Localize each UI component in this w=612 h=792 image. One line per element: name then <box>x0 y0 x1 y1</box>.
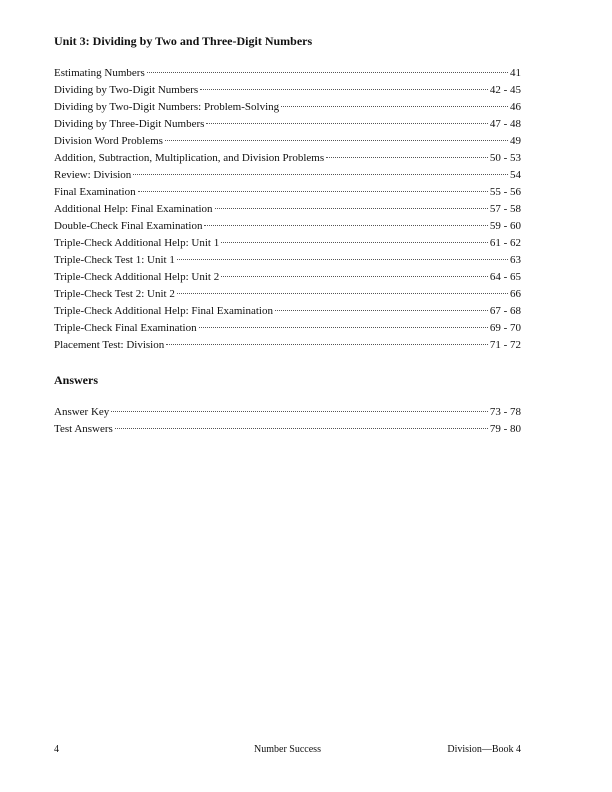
toc-entry <box>54 421 521 438</box>
toc-entry-pages: 57 - 58 <box>489 203 521 215</box>
toc-entry <box>54 218 521 235</box>
toc-entry-pages: 71 - 72 <box>489 339 521 351</box>
toc-entry-title: Triple-Check Test 2: Unit 2 <box>54 288 175 300</box>
dot-leader <box>133 174 508 175</box>
toc-entry-title: Additional Help: Final Examination <box>54 203 213 215</box>
toc-entry-title: Double-Check Final Examination <box>54 220 203 232</box>
dot-leader <box>281 106 508 107</box>
dot-leader <box>204 225 487 226</box>
toc-entry-pages: 49 <box>510 135 521 147</box>
footer-page-number: 4 <box>54 744 59 755</box>
dot-leader <box>147 72 508 73</box>
toc-entry-pages: 46 <box>510 101 521 113</box>
toc-entry <box>54 167 521 184</box>
toc-entry-pages: 42 - 45 <box>489 84 521 96</box>
toc-entry <box>54 99 521 116</box>
unit-toc-list <box>54 65 521 354</box>
answers-toc-list <box>54 404 521 438</box>
toc-entry <box>54 150 521 167</box>
dot-leader <box>215 208 488 209</box>
toc-entry-title: Dividing by Two-Digit Numbers: Problem-Solving <box>54 101 280 113</box>
toc-entry-pages: 66 <box>510 288 521 300</box>
dot-leader <box>275 310 488 311</box>
answers-heading: Answers <box>54 373 98 387</box>
toc-entry <box>54 252 521 269</box>
toc-entry-pages: 59 - 60 <box>489 220 521 232</box>
dot-leader <box>221 276 488 277</box>
toc-entry-pages: 67 - 68 <box>489 305 521 317</box>
toc-entry-title: Triple-Check Additional Help: Unit 1 <box>54 237 220 249</box>
toc-entry-pages: 73 - 78 <box>489 406 521 418</box>
toc-entry-pages: 47 - 48 <box>489 118 521 130</box>
toc-entry-title: Test Answers <box>54 423 113 435</box>
toc-entry <box>54 133 521 150</box>
toc-entry-title: Answer Key <box>54 406 110 418</box>
toc-entry <box>54 116 521 133</box>
dot-leader <box>138 191 488 192</box>
toc-entry <box>54 269 521 286</box>
footer-series-title: Number Success <box>254 744 321 755</box>
toc-entry-title: Triple-Check Additional Help: Final Examination <box>54 305 273 317</box>
toc-entry <box>54 303 521 320</box>
toc-entry-pages: 41 <box>510 67 521 79</box>
toc-entry-pages: 79 - 80 <box>489 423 521 435</box>
toc-entry <box>54 404 521 421</box>
unit-heading: Unit 3: Dividing by Two and Three-Digit Numbers <box>54 34 313 48</box>
toc-entry <box>54 82 521 99</box>
toc-entry <box>54 337 521 354</box>
dot-leader <box>177 259 508 260</box>
toc-entry <box>54 235 521 252</box>
toc-entry-pages: 64 - 65 <box>489 271 521 283</box>
toc-entry-pages: 63 <box>510 254 521 266</box>
toc-entry-title: Triple-Check Additional Help: Unit 2 <box>54 271 220 283</box>
toc-entry-title: Triple-Check Test 1: Unit 1 <box>54 254 175 266</box>
toc-entry-pages: 69 - 70 <box>489 322 521 334</box>
dot-leader <box>200 89 488 90</box>
toc-entry-title: Division Word Problems <box>54 135 163 147</box>
dot-leader <box>221 242 488 243</box>
toc-entry-pages: 54 <box>510 169 521 181</box>
toc-entry-pages: 55 - 56 <box>489 186 521 198</box>
toc-entry <box>54 320 521 337</box>
toc-entry-pages: 61 - 62 <box>489 237 521 249</box>
toc-entry-title: Triple-Check Final Examination <box>54 322 197 334</box>
toc-entry-title: Dividing by Two-Digit Numbers <box>54 84 199 96</box>
toc-entry <box>54 286 521 303</box>
dot-leader <box>177 293 508 294</box>
toc-entry-title: Placement Test: Division <box>54 339 165 351</box>
toc-entry <box>54 201 521 218</box>
dot-leader <box>206 123 487 124</box>
toc-entry <box>54 65 521 82</box>
toc-entry-title: Review: Division <box>54 169 132 181</box>
dot-leader <box>199 327 488 328</box>
dot-leader <box>115 428 488 429</box>
dot-leader <box>166 344 488 345</box>
dot-leader <box>326 157 488 158</box>
toc-entry <box>54 184 521 201</box>
dot-leader <box>165 140 508 141</box>
toc-entry-title: Dividing by Three-Digit Numbers <box>54 118 205 130</box>
toc-entry-title: Addition, Subtraction, Multiplication, and Division Problems <box>54 152 325 164</box>
toc-entry-pages: 50 - 53 <box>489 152 521 164</box>
toc-entry-title: Final Examination <box>54 186 136 198</box>
footer-book-title: Division—Book 4 <box>447 744 521 755</box>
toc-entry-title: Estimating Numbers <box>54 67 145 79</box>
dot-leader <box>111 411 488 412</box>
